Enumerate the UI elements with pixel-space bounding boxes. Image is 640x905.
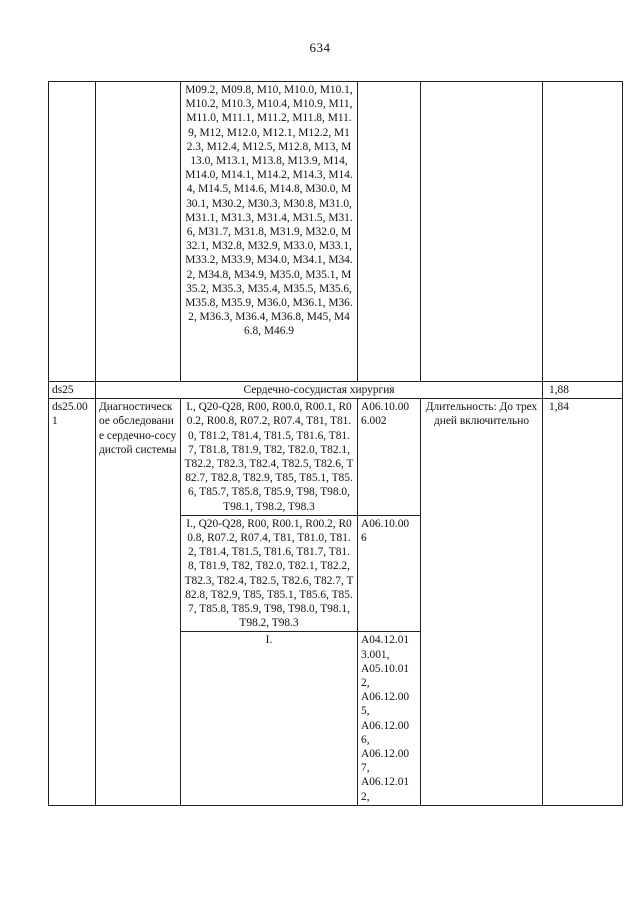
service-code: A06.10.00 6.002	[361, 401, 410, 428]
table-row-item	[49, 399, 623, 516]
item-diagnoses-group-1: I., Q20-Q28, R00, R00.0, R00.1, R00.2, R00.8, R07.2, R07.4, T81, T81.0, T81.2, T81.4, T81.5, T81.6, T81.7, T81.8, T81.9, T82, T82.0, T82.1, T82.2, T82.3, T82.4, T82.5, T82.6, T82.7, T82.8, T82.9, T85, T85.1, T85.6, T85.7, T85.8, T85.9, T98, T98.0, T98.1, T98.2, T98.3	[181, 399, 358, 516]
service-code: A06.12.01 2,	[361, 776, 410, 803]
section-title: Сердечно-сосудистая хирургия	[96, 382, 543, 399]
page-number: 634	[309, 40, 331, 55]
item-services-group-3	[358, 632, 421, 805]
cell-coefficient	[543, 82, 623, 382]
service-code: A06.12.00 5,	[361, 691, 410, 718]
table-row-continuation	[49, 82, 623, 382]
item-coefficient: 1,84	[543, 399, 623, 806]
item-diagnoses-group-3: I.	[181, 632, 358, 805]
item-services-group-1	[358, 399, 421, 516]
cell-services	[358, 82, 421, 382]
item-extra: Длительность: До трех дней включительно	[421, 399, 543, 806]
item-services-group-2	[358, 515, 421, 632]
cell-diagnoses: M09.2, M09.8, M10, M10.0, M10.1, M10.2, M10.3, M10.4, M10.9, M11, M11.0, M11.1, M11.2, M11.8, M11.9, M12, M12.0, M12.1, M12.2, M12.3, M12.4, M12.5, M12.8, M13, M13.0, M13.1, M13.8, M13.9, M14, M14.0, M14.1, M14.2, M14.3, M14.4, M14.5, M14.6, M14.8, M30.0, M30.1, M30.2, M30.3, M30.8, M31.0, M31.1, M31.3, M31.4, M31.5, M31.6, M31.7, M31.8, M31.9, M32.0, M32.1, M32.8, M32.9, M33.0, M33.1, M33.2, M33.9, M34.0, M34.1, M34.2, M34.8, M34.9, M35.0, M35.1, M35.2, M35.3, M35.4, M35.5, M35.6, M35.8, M35.9, M36.0, M36.1, M36.2, M36.3, M36.4, M36.8, M45, M46.8, M46.9	[181, 82, 358, 382]
section-code: ds25	[49, 382, 96, 399]
item-name: Диагностическ ое обследование сердечно-сосу дистой системы	[96, 399, 181, 806]
tariff-table	[48, 81, 623, 806]
cell-code	[49, 82, 96, 382]
cell-name	[96, 82, 181, 382]
table-row-section	[49, 382, 623, 399]
item-diagnoses-group-2: I., Q20-Q28, R00, R00.1, R00.2, R00.8, R07.2, R07.4, T81, T81.0, T81.2, T81.4, T81.5, T81.6, T81.7, T81.8, T81.9, T82, T82.0, T82.1, T82.2, T82.3, T82.4, T82.5, T82.6, T82.7, T82.8, T82.9, T85, T85.1, T85.6, T85.7, T85.8, T85.9, T98, T98.0, T98.1, T98.2, T98.3	[181, 515, 358, 632]
service-code: A06.12.00 7,	[361, 748, 410, 775]
section-coefficient: 1,88	[543, 382, 623, 399]
service-code: A05.10.01 2,	[361, 662, 410, 690]
service-code: A04.12.01 3.001,	[361, 634, 410, 661]
service-code: A06.10.00 6	[361, 517, 410, 545]
item-code: ds25.00 1	[49, 399, 96, 806]
cell-extra	[421, 82, 543, 382]
service-code: A06.12.00 6,	[361, 719, 410, 746]
